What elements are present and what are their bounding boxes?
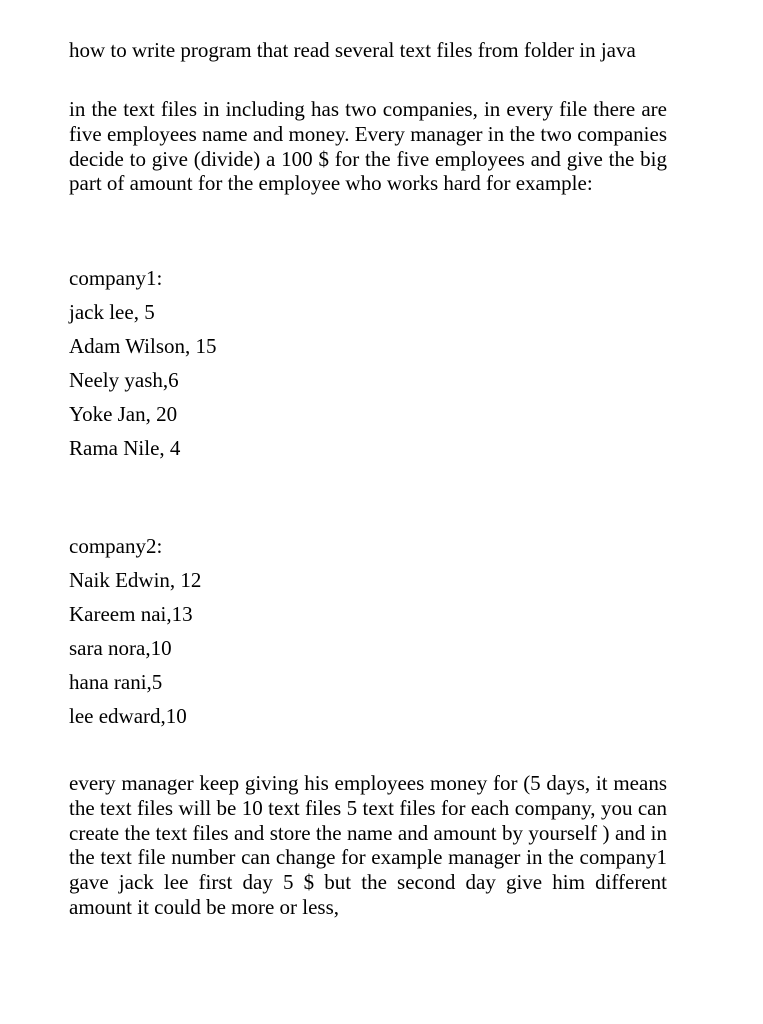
question-title: how to write program that read several text files from folder in java (69, 38, 636, 62)
company2-employee-4: hana rani,5 (69, 670, 163, 694)
company2-employee-5: lee edward,10 (69, 704, 187, 728)
company1-employee-2: Adam Wilson, 15 (69, 334, 217, 358)
company1-employee-3: Neely yash,6 (69, 368, 179, 392)
company1-employee-4: Yoke Jan, 20 (69, 402, 178, 426)
company1-employee-1: jack lee, 5 (69, 300, 155, 324)
company2-employee-1: Naik Edwin, 12 (69, 568, 202, 592)
company1-employee-5: Rama Nile, 4 (69, 436, 181, 460)
company2-employee-3: sara nora,10 (69, 636, 172, 660)
closing-paragraph: every manager keep giving his employees money for (5 days, it means the text files will be 10 text files 5 text files for each company, you can create the text files and store the name and amount by yourself ) and in the text file number can change for example manager in the company1 gave jack lee first day 5 $ but the second day give him different amount it could be more or less, (69, 771, 667, 919)
company1-heading: company1: (69, 266, 163, 290)
company2-heading: company2: (69, 534, 163, 558)
intro-paragraph: in the text files in including has two companies, in every file there are five employees name and money. Every manager in the two companies decide to give (divide) a 100 $ for the five employees and give the big part of amount for the employee who works hard for example: (69, 97, 667, 196)
company2-employee-2: Kareem nai,13 (69, 602, 193, 626)
